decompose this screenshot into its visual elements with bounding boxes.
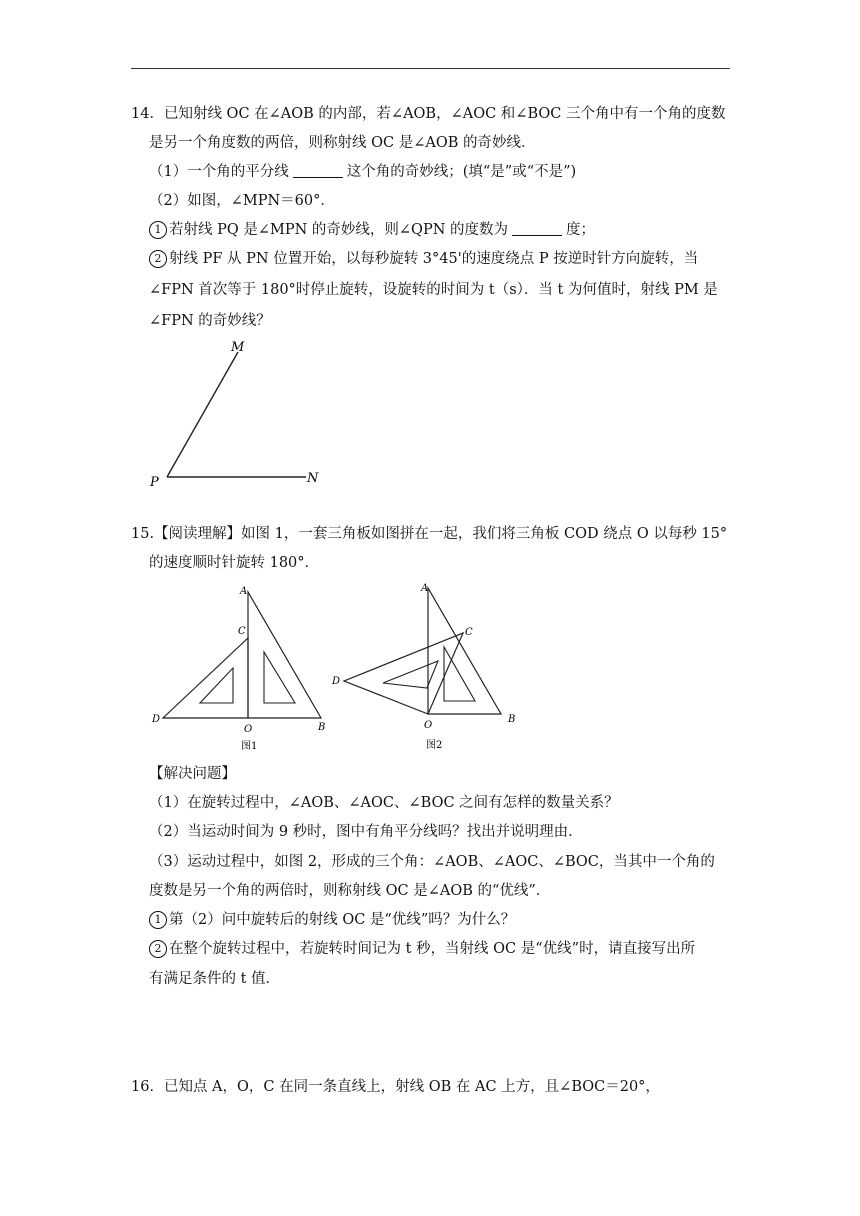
triangle-cod [163,638,248,718]
q14-sub2-text: 射线 PF 从 PN 位置开始，以每秒旋转 3°45'的速度绕点 P 按逆时针方向旋转，当 [169,251,699,267]
fig1-label-b: B [318,722,326,733]
q15-line-8 [149,910,515,930]
q14-line-5 [149,220,595,240]
q14-sub1-tail: 度； [566,222,595,238]
fig1-caption: 图1 [241,741,258,752]
q14-line-6 [149,249,698,269]
q15-line-9 [149,939,695,959]
q15-sub2-text: 在整个旋转过程中，若旋转时间记为 t 秒，当射线 OC 是“优线”时，请直接写出所 [169,941,696,957]
fig2-label-d: D [332,676,341,687]
q15-line-2: 的速度顺时针旋转 180°． [149,555,320,571]
q15-line-10: 有满足条件的 t 值． [149,971,281,987]
q14-part1-text: （1）一个角的平分线 [149,164,289,180]
circled-number-2: 2 [149,940,167,958]
q14-angle-figure [140,335,340,495]
point-label-n: N [307,471,319,486]
q14-answer-blank-1 [293,163,343,178]
point-label-p: P [150,475,159,490]
circled-number-1: 1 [149,221,167,239]
fig2-caption: 图2 [426,740,443,751]
fig1-label-d: D [152,714,161,725]
fig2-label-o: O [424,720,433,731]
q14-line-4: （2）如图，∠MPN＝60°． [149,193,335,209]
circled-number-2: 2 [149,250,167,268]
q14-answer-blank-2 [512,221,562,236]
inner-hole-aob [264,652,295,703]
ray-pm [167,352,238,477]
rotated-triangle-cod [344,633,463,714]
fig2-label-a: A [421,583,429,594]
q16-line-1: 16．已知点 A，O，C 在同一条直线上，射线 OB 在 AC 上方，且∠BOC＝20°， [131,1079,660,1095]
q15-figure-2 [325,580,535,752]
q14-line-7: ∠FPN 首次等于 180°时停止旋转，设旋转的时间为 t（s）．当 t 为何值时，射线 PM 是 [149,282,718,298]
fig1-label-o: O [244,724,253,735]
q15-line-7: 度数是另一个角的两倍时，则称射线 OC 是∠AOB 的“优线”． [149,883,551,899]
q15-sub1-text: 第（2）问中旋转后的射线 OC 是“优线”吗？为什么？ [169,912,516,928]
q14-sub1-text: 若射线 PQ 是∠MPN 的奇妙线，则∠QPN 的度数为 [169,222,508,238]
header-rule [131,68,730,69]
fig2-label-c: C [465,627,473,638]
point-label-m: M [231,340,245,355]
q14-line-3 [149,162,576,182]
q14-line-2: 是另一个角度数的两倍，则称射线 OC 是∠AOB 的奇妙线． [149,135,536,151]
q15-figure-1 [145,582,335,752]
q15-line-1: 15.【阅读理解】如图 1，一套三角板如图拼在一起，我们将三角板 COD 绕点 O 以每秒 15° [131,526,728,542]
inner-hole-aob [444,647,475,701]
q15-line-5: （2）当运动时间为 9 秒时，图中有角平分线吗？找出并说明理由． [149,824,583,840]
q15-section-heading: 【解决问题】 [149,766,236,782]
q15-line-4: （1）在旋转过程中，∠AOB、∠AOC、∠BOC 之间有怎样的数量关系？ [149,795,619,811]
triangle-aob [428,588,501,714]
q15-line-6: （3）运动过程中，如图 2，形成的三个角：∠AOB、∠AOC、∠BOC，当其中一个角的 [149,854,715,870]
fig1-label-c: C [238,626,246,637]
q14-line-1: 14．已知射线 OC 在∠AOB 的内部，若∠AOB，∠AOC 和∠BOC 三个角中有一个角的度数 [131,106,726,122]
q14-part1-tail: 这个角的奇妙线；(填“是”或“不是”) [346,164,577,180]
inner-hole-cod [383,661,438,688]
fig2-label-b: B [508,714,516,725]
fig1-label-a: A [240,586,248,597]
inner-hole-cod [200,668,233,703]
circled-number-1: 1 [149,911,167,929]
triangle-aob [248,592,321,718]
q14-line-8: ∠FPN 的奇妙线？ [149,313,271,329]
